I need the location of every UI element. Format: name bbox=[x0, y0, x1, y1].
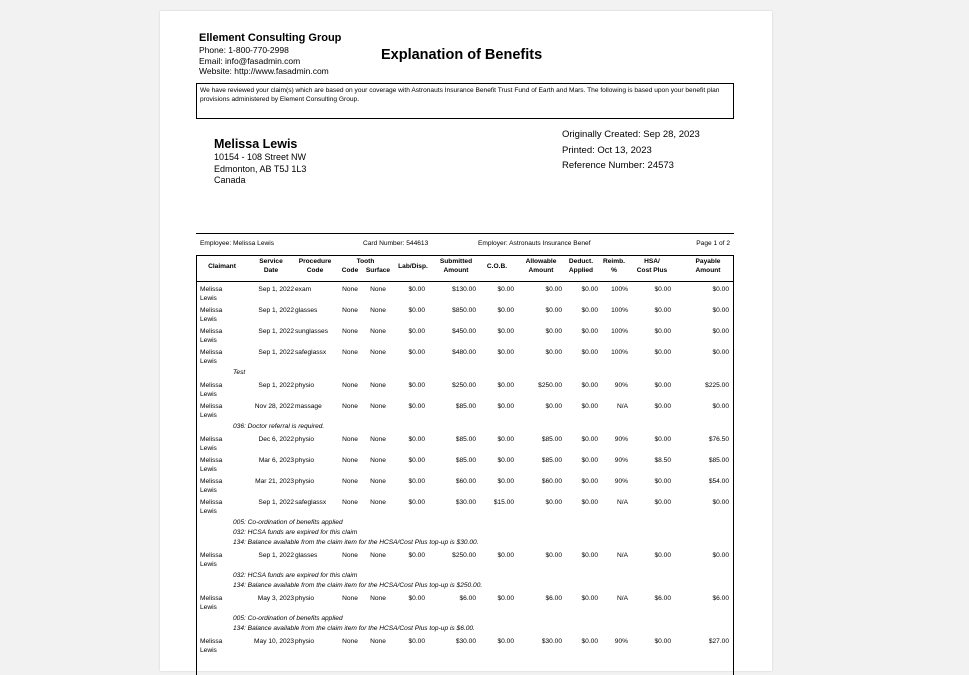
recipient-name: Melissa Lewis bbox=[214, 137, 298, 151]
column-header: Claimant bbox=[208, 263, 236, 270]
cell-claimant: Melissa Lewis bbox=[200, 403, 223, 419]
cell-date: Sep 1, 2022 bbox=[258, 499, 294, 506]
claim-note: 005: Co-ordination of benefits applied bbox=[233, 615, 343, 622]
table-row bbox=[197, 498, 733, 519]
cell-allowable: $30.00 bbox=[541, 638, 562, 645]
recipient-country: Canada bbox=[214, 175, 246, 185]
column-header: Deduct. Applied bbox=[568, 258, 594, 274]
column-header: HSA/ Cost Plus bbox=[636, 258, 668, 274]
company-email: Email: info@fasadmin.com bbox=[199, 55, 301, 66]
cell-cob: $0.00 bbox=[497, 595, 514, 602]
cell-deduct: $0.00 bbox=[581, 595, 598, 602]
cell-hsa: $0.00 bbox=[654, 552, 671, 559]
cell-code: physio bbox=[295, 436, 315, 443]
cell-submitted: $30.00 bbox=[455, 499, 476, 506]
cell-hsa: $0.00 bbox=[654, 436, 671, 443]
column-header: Lab/Disp. bbox=[398, 263, 428, 270]
table-row bbox=[197, 285, 733, 306]
cell-allowable: $6.00 bbox=[545, 595, 562, 602]
cell-date: Mar 6, 2023 bbox=[258, 457, 294, 464]
column-header: Allowable Amount bbox=[525, 258, 557, 274]
claims-table bbox=[196, 255, 734, 675]
column-header: Code bbox=[341, 266, 359, 274]
cell-claimant: Melissa Lewis bbox=[200, 328, 223, 344]
cell-allowable: $0.00 bbox=[545, 349, 562, 356]
cell-hsa: $8.50 bbox=[654, 457, 671, 464]
cell-reimb: N/A bbox=[617, 403, 628, 410]
cell-hsa: $0.00 bbox=[654, 328, 671, 335]
cell-cob: $0.00 bbox=[497, 478, 514, 485]
table-row bbox=[197, 327, 733, 348]
cell-deduct: $0.00 bbox=[581, 307, 598, 314]
cell-deduct: $0.00 bbox=[581, 552, 598, 559]
cell-claimant: Melissa Lewis bbox=[200, 307, 223, 323]
cell-tooth: None bbox=[342, 457, 358, 464]
cell-hsa: $0.00 bbox=[654, 478, 671, 485]
column-header: Service Date bbox=[259, 258, 283, 274]
cell-reimb: 100% bbox=[611, 286, 628, 293]
cell-allowable: $0.00 bbox=[545, 328, 562, 335]
cell-claimant: Melissa Lewis bbox=[200, 552, 223, 568]
cell-claimant: Melissa Lewis bbox=[200, 436, 223, 452]
card-number: Card Number: 544613 bbox=[363, 240, 429, 247]
cell-lab: $0.00 bbox=[408, 286, 425, 293]
cell-date: Nov 28, 2022 bbox=[254, 403, 294, 410]
cell-date: Sep 1, 2022 bbox=[258, 307, 294, 314]
recipient-city: Edmonton, AB T5J 1L3 bbox=[214, 163, 307, 174]
cell-code: safeglassx bbox=[295, 349, 327, 356]
cell-hsa: $0.00 bbox=[654, 382, 671, 389]
cell-reimb: N/A bbox=[617, 552, 628, 559]
cell-lab: $0.00 bbox=[408, 595, 425, 602]
column-header: Procedure Code bbox=[298, 258, 332, 274]
cell-cob: $0.00 bbox=[497, 457, 514, 464]
cell-claimant: Melissa Lewis bbox=[200, 457, 223, 473]
cell-allowable: $85.00 bbox=[541, 457, 562, 464]
cell-cob: $0.00 bbox=[497, 436, 514, 443]
cell-code: sunglasses bbox=[295, 328, 328, 335]
table-row bbox=[197, 594, 733, 615]
company-block bbox=[199, 32, 341, 77]
cell-code: physio bbox=[295, 382, 315, 389]
cell-surface: None bbox=[370, 286, 386, 293]
cell-payable: $27.00 bbox=[708, 638, 729, 645]
page-indicator: Page 1 of 2 bbox=[696, 240, 730, 247]
cell-reimb: 100% bbox=[611, 328, 628, 335]
cell-tooth: None bbox=[342, 595, 358, 602]
company-name: Ellement Consulting Group bbox=[199, 32, 342, 44]
cell-claimant: Melissa Lewis bbox=[200, 595, 223, 611]
cell-reimb: 90% bbox=[614, 478, 628, 485]
cell-payable: $76.50 bbox=[708, 436, 729, 443]
cell-payable: $0.00 bbox=[712, 403, 729, 410]
cell-code: safeglassx bbox=[295, 499, 327, 506]
cell-deduct: $0.00 bbox=[581, 478, 598, 485]
cell-submitted: $85.00 bbox=[455, 403, 476, 410]
document-info bbox=[562, 127, 700, 174]
cell-claimant: Melissa Lewis bbox=[200, 382, 223, 398]
cell-lab: $0.00 bbox=[408, 307, 425, 314]
cell-payable: $85.00 bbox=[708, 457, 729, 464]
claims-table-header bbox=[197, 256, 733, 282]
cell-tooth: None bbox=[342, 328, 358, 335]
cell-surface: None bbox=[370, 595, 386, 602]
cell-deduct: $0.00 bbox=[581, 457, 598, 464]
claims-table-body bbox=[197, 285, 733, 658]
cell-code: glasses bbox=[295, 307, 318, 314]
cell-surface: None bbox=[370, 638, 386, 645]
cell-deduct: $0.00 bbox=[581, 436, 598, 443]
cell-payable: $0.00 bbox=[712, 349, 729, 356]
cell-surface: None bbox=[370, 307, 386, 314]
cell-allowable: $0.00 bbox=[545, 499, 562, 506]
cell-submitted: $450.00 bbox=[452, 328, 476, 335]
cell-code: physio bbox=[295, 457, 315, 464]
table-row bbox=[197, 348, 733, 369]
cell-deduct: $0.00 bbox=[581, 328, 598, 335]
claim-note: 134: Balance available from the claim item for the HCSA/Cost Plus top-up is $250.00. bbox=[233, 582, 483, 589]
cell-date: May 3, 2023 bbox=[257, 595, 294, 602]
cell-allowable: $60.00 bbox=[541, 478, 562, 485]
cell-payable: $6.00 bbox=[712, 595, 729, 602]
cell-hsa: $0.00 bbox=[654, 499, 671, 506]
cell-submitted: $85.00 bbox=[455, 457, 476, 464]
column-header: Submitted Amount bbox=[439, 258, 473, 274]
cell-reimb: 90% bbox=[614, 457, 628, 464]
cell-allowable: $250.00 bbox=[538, 382, 562, 389]
cell-lab: $0.00 bbox=[408, 382, 425, 389]
document-title: Explanation of Benefits bbox=[381, 47, 543, 63]
table-row bbox=[197, 381, 733, 402]
cell-tooth: None bbox=[342, 499, 358, 506]
cell-reimb: N/A bbox=[617, 595, 628, 602]
cell-surface: None bbox=[370, 436, 386, 443]
cell-cob: $0.00 bbox=[497, 286, 514, 293]
cell-date: May 10, 2023 bbox=[254, 638, 294, 645]
cell-hsa: $0.00 bbox=[654, 349, 671, 356]
cell-allowable: $0.00 bbox=[545, 286, 562, 293]
table-row bbox=[197, 435, 733, 456]
cell-allowable: $0.00 bbox=[545, 552, 562, 559]
cell-reimb: N/A bbox=[617, 499, 628, 506]
cell-tooth: None bbox=[342, 382, 358, 389]
cell-tooth: None bbox=[342, 478, 358, 485]
cell-surface: None bbox=[370, 349, 386, 356]
cell-claimant: Melissa Lewis bbox=[200, 478, 223, 494]
cell-submitted: $30.00 bbox=[455, 638, 476, 645]
column-header: Surface bbox=[365, 266, 391, 274]
cell-lab: $0.00 bbox=[408, 478, 425, 485]
cell-reimb: 100% bbox=[611, 307, 628, 314]
cell-tooth: None bbox=[342, 552, 358, 559]
employer-label: Employer: Astronauts Insurance Benef bbox=[478, 240, 591, 247]
cell-lab: $0.00 bbox=[408, 403, 425, 410]
table-row bbox=[197, 551, 733, 572]
cell-cob: $0.00 bbox=[497, 328, 514, 335]
cell-lab: $0.00 bbox=[408, 638, 425, 645]
cell-deduct: $0.00 bbox=[581, 638, 598, 645]
cell-hsa: $0.00 bbox=[654, 403, 671, 410]
cell-code: physio bbox=[295, 595, 315, 602]
eob-page bbox=[160, 11, 772, 671]
cell-payable: $0.00 bbox=[712, 307, 729, 314]
cell-cob: $0.00 bbox=[497, 552, 514, 559]
cell-submitted: $6.00 bbox=[459, 595, 476, 602]
company-website: Website: http://www.fasadmin.com bbox=[199, 66, 329, 76]
cell-deduct: $0.00 bbox=[581, 403, 598, 410]
company-phone: Phone: 1-800-770-2998 bbox=[199, 45, 289, 55]
cell-cob: $0.00 bbox=[497, 638, 514, 645]
recipient-street: 10154 - 108 Street NW bbox=[214, 152, 307, 162]
cell-tooth: None bbox=[342, 638, 358, 645]
cell-code: glasses bbox=[295, 552, 318, 559]
cell-tooth: None bbox=[342, 349, 358, 356]
cell-hsa: $0.00 bbox=[654, 286, 671, 293]
cell-date: Sep 1, 2022 bbox=[258, 552, 294, 559]
cell-lab: $0.00 bbox=[408, 457, 425, 464]
cell-reimb: 100% bbox=[611, 349, 628, 356]
cell-lab: $0.00 bbox=[408, 552, 425, 559]
intro-statement: We have reviewed your claim(s) which are based on your coverage with Astronauts Insurance Benefit Trust Fund of Earth and Mars. The following is based upon your benefit plan provisions administered by Element Consulting Group. bbox=[196, 83, 734, 119]
cell-code: exam bbox=[295, 286, 312, 293]
cell-allowable: $0.00 bbox=[545, 307, 562, 314]
cell-deduct: $0.00 bbox=[581, 286, 598, 293]
column-header: Reimb. % bbox=[603, 258, 625, 274]
cell-payable: $54.00 bbox=[708, 478, 729, 485]
employee-label: Employee: Melissa Lewis bbox=[200, 240, 275, 247]
cell-code: physio bbox=[295, 478, 315, 485]
cell-submitted: $130.00 bbox=[452, 286, 476, 293]
tooth-group-header: Tooth bbox=[356, 258, 375, 265]
table-row bbox=[197, 402, 733, 423]
cell-cob: $0.00 bbox=[497, 349, 514, 356]
cell-surface: None bbox=[370, 478, 386, 485]
reference-number: Reference Number: 24573 bbox=[562, 160, 674, 171]
cell-cob: $0.00 bbox=[497, 382, 514, 389]
cell-allowable: $0.00 bbox=[545, 403, 562, 410]
cell-deduct: $0.00 bbox=[581, 382, 598, 389]
claim-note: 032: HCSA funds are expired for this claim bbox=[233, 572, 358, 579]
cell-hsa: $0.00 bbox=[654, 307, 671, 314]
cell-cob: $15.00 bbox=[493, 499, 514, 506]
claim-note: 032: HCSA funds are expired for this claim bbox=[233, 529, 358, 536]
cell-payable: $0.00 bbox=[712, 328, 729, 335]
cell-tooth: None bbox=[342, 436, 358, 443]
cell-cob: $0.00 bbox=[497, 307, 514, 314]
cell-date: Mar 21, 2023 bbox=[255, 478, 294, 485]
claim-note: 005: Co-ordination of benefits applied bbox=[233, 519, 343, 526]
cell-submitted: $850.00 bbox=[452, 307, 476, 314]
cell-date: Sep 1, 2022 bbox=[258, 328, 294, 335]
cell-submitted: $85.00 bbox=[455, 436, 476, 443]
cell-reimb: 90% bbox=[614, 382, 628, 389]
table-row bbox=[197, 637, 733, 658]
cell-deduct: $0.00 bbox=[581, 499, 598, 506]
cell-surface: None bbox=[370, 382, 386, 389]
cell-tooth: None bbox=[342, 403, 358, 410]
cell-hsa: $0.00 bbox=[654, 638, 671, 645]
cell-date: Sep 1, 2022 bbox=[258, 382, 294, 389]
cell-code: physio bbox=[295, 638, 315, 645]
cell-payable: $225.00 bbox=[705, 382, 729, 389]
printed-date: Printed: Oct 13, 2023 bbox=[562, 144, 652, 156]
cell-claimant: Melissa Lewis bbox=[200, 499, 223, 515]
cell-claimant: Melissa Lewis bbox=[200, 349, 223, 365]
cell-cob: $0.00 bbox=[497, 403, 514, 410]
cell-surface: None bbox=[370, 457, 386, 464]
cell-allowable: $85.00 bbox=[541, 436, 562, 443]
cell-payable: $0.00 bbox=[712, 552, 729, 559]
cell-code: massage bbox=[295, 403, 322, 410]
cell-surface: None bbox=[370, 328, 386, 335]
cell-submitted: $250.00 bbox=[452, 552, 476, 559]
recipient-address bbox=[214, 137, 306, 187]
cell-tooth: None bbox=[342, 286, 358, 293]
table-row bbox=[197, 477, 733, 498]
cell-surface: None bbox=[370, 403, 386, 410]
cell-reimb: 90% bbox=[614, 638, 628, 645]
created-date: Originally Created: Sep 28, 2023 bbox=[562, 129, 700, 140]
claim-note: 134: Balance available from the claim item for the HCSA/Cost Plus top-up is $6.00. bbox=[233, 625, 475, 632]
cell-date: Sep 1, 2022 bbox=[258, 286, 294, 293]
cell-lab: $0.00 bbox=[408, 328, 425, 335]
cell-date: Sep 1, 2022 bbox=[258, 349, 294, 356]
cell-submitted: $250.00 bbox=[452, 382, 476, 389]
cell-lab: $0.00 bbox=[408, 436, 425, 443]
claim-summary-bar bbox=[196, 233, 734, 251]
cell-tooth: None bbox=[342, 307, 358, 314]
cell-claimant: Melissa Lewis bbox=[200, 286, 223, 302]
claim-note: Test bbox=[233, 369, 246, 376]
cell-hsa: $6.00 bbox=[654, 595, 671, 602]
column-header: C.O.B. bbox=[486, 263, 508, 270]
cell-surface: None bbox=[370, 499, 386, 506]
column-header: Payable Amount bbox=[695, 258, 721, 274]
cell-surface: None bbox=[370, 552, 386, 559]
cell-lab: $0.00 bbox=[408, 499, 425, 506]
cell-submitted: $480.00 bbox=[452, 349, 476, 356]
cell-submitted: $60.00 bbox=[455, 478, 476, 485]
claim-note: 134: Balance available from the claim item for the HCSA/Cost Plus top-up is $30.00. bbox=[233, 539, 479, 546]
table-row bbox=[197, 456, 733, 477]
cell-payable: $0.00 bbox=[712, 499, 729, 506]
table-row bbox=[197, 306, 733, 327]
cell-reimb: 90% bbox=[614, 436, 628, 443]
cell-claimant: Melissa Lewis bbox=[200, 638, 223, 654]
cell-date: Dec 6, 2022 bbox=[258, 436, 294, 443]
cell-payable: $0.00 bbox=[712, 286, 729, 293]
cell-lab: $0.00 bbox=[408, 349, 425, 356]
cell-deduct: $0.00 bbox=[581, 349, 598, 356]
claim-note: 036: Doctor referral is required. bbox=[233, 423, 325, 430]
